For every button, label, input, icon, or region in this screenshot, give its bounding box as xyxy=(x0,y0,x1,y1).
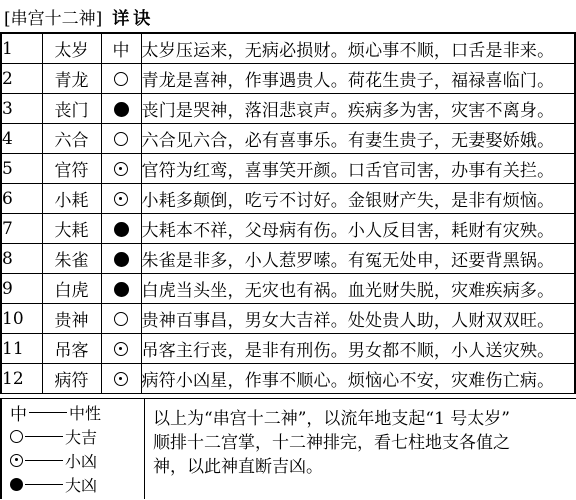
open-circle-icon xyxy=(10,430,23,443)
table-row xyxy=(1,214,575,244)
verse-text: 青龙是喜神，作事遇贵人。荷花生贵子，福禄喜临门。 xyxy=(141,64,575,94)
dotted-circle-icon xyxy=(114,372,128,386)
filled-circle-icon xyxy=(114,102,129,117)
legend-row-neutral xyxy=(10,401,101,423)
explanation-note xyxy=(153,407,568,479)
row-number: 6 xyxy=(1,184,42,214)
verse-text: 丧门是哭神，落泪悲哀声。疾病多为害，灾害不离身。 xyxy=(141,94,575,124)
dotted-circle-icon xyxy=(114,342,128,356)
spirit-name: 病符 xyxy=(42,364,101,394)
spirit-name: 吊客 xyxy=(42,334,101,364)
row-number: 1 xyxy=(1,34,42,64)
spirits-table-body xyxy=(1,34,575,394)
legend-label-minor-ill: 小凶 xyxy=(65,451,98,471)
neutral-mark: 中 xyxy=(10,404,27,425)
filled-circle-icon xyxy=(10,478,23,491)
spirit-name: 朱雀 xyxy=(42,244,101,274)
open-circle-icon xyxy=(114,72,128,86)
dotted-circle-icon xyxy=(114,192,128,206)
dotted-circle-icon xyxy=(10,454,23,467)
spirit-name: 太岁 xyxy=(42,34,101,64)
spirit-name: 大耗 xyxy=(42,214,101,244)
omen-symbol-cell xyxy=(101,124,141,154)
omen-symbol-cell xyxy=(101,304,141,334)
dotted-circle-icon xyxy=(114,162,128,176)
row-number: 5 xyxy=(1,154,42,184)
verse-text: 六合见六合，必有喜事乐。有妻生贵子，无妻娶娇娥。 xyxy=(141,124,575,154)
omen-symbol-cell xyxy=(101,274,141,304)
legend xyxy=(0,399,145,499)
verse-text: 大耗本不祥，父母病有伤。小人反目害，耗财有灾殃。 xyxy=(141,214,575,244)
spirit-name: 青龙 xyxy=(42,64,101,94)
verse-text: 病符小凶星，作事不顺心。烦恼心不安，灾难伤亡病。 xyxy=(141,364,575,394)
omen-symbol-cell xyxy=(101,334,141,364)
spirit-name: 丧门 xyxy=(42,94,101,124)
row-number: 2 xyxy=(1,64,42,94)
omen-symbol-cell xyxy=(101,154,141,184)
verse-text: 太岁压运来，无病必损财。烦心事不顺，口舌是非来。 xyxy=(141,34,575,64)
row-number: 11 xyxy=(1,334,42,364)
legend-row-minor-ill xyxy=(10,449,97,471)
table-row xyxy=(1,184,575,214)
legend-dash xyxy=(25,460,63,461)
open-circle-icon xyxy=(114,312,128,326)
table-row xyxy=(1,364,575,394)
table-row xyxy=(1,154,575,184)
row-number: 4 xyxy=(1,124,42,154)
verse-text: 官符为红鸾，喜事笑开颜。口舌官司害，办事有关拦。 xyxy=(141,154,575,184)
spirit-name: 六合 xyxy=(42,124,101,154)
title-bar xyxy=(0,0,576,33)
row-number: 7 xyxy=(1,214,42,244)
spirit-name: 贵神 xyxy=(42,304,101,334)
spirit-name: 官符 xyxy=(42,154,101,184)
verse-text: 朱雀是非多，小人惹罗嗦。有冤无处申，还要背黑锅。 xyxy=(141,244,575,274)
table-row xyxy=(1,304,575,334)
table-row xyxy=(1,64,575,94)
title-detail: 详诀 xyxy=(112,8,155,29)
spirit-name: 白虎 xyxy=(42,274,101,304)
note-line-3: 神，以此神直断吉凶。 xyxy=(153,457,323,477)
table-row xyxy=(1,94,575,124)
verse-text: 白虎当头坐，无灾也有祸。血光财失脱，灾难疾病多。 xyxy=(141,274,575,304)
legend-label-great-luck: 大吉 xyxy=(65,427,98,447)
row-number: 10 xyxy=(1,304,42,334)
verse-text: 小耗多颠倒，吃亏不讨好。金银财产失，是非有烦恼。 xyxy=(141,184,575,214)
open-circle-icon xyxy=(114,132,128,146)
verse-text: 吊客主行丧，是非有刑伤。男女都不顺，小人送灾殃。 xyxy=(141,334,575,364)
legend-block xyxy=(0,398,576,500)
legend-label-neutral: 中性 xyxy=(69,403,102,423)
row-number: 9 xyxy=(1,274,42,304)
legend-row-great-ill xyxy=(10,473,97,495)
legend-label-great-ill: 大凶 xyxy=(65,475,98,495)
omen-symbol-cell xyxy=(101,214,141,244)
omen-symbol-cell xyxy=(101,184,141,214)
note-line-2: 顺排十二宫掌，十二神排完，看七柱地支各值之 xyxy=(153,433,510,453)
verse-text: 贵神百事昌，男女大吉祥。处处贵人助，人财双双旺。 xyxy=(141,304,575,334)
note-line-1: 以上为“串宫十二神”，以流年地支起“1 号太岁” xyxy=(153,409,510,429)
omen-symbol-cell xyxy=(101,244,141,274)
table-row xyxy=(1,334,575,364)
filled-circle-icon xyxy=(114,282,129,297)
spirits-table xyxy=(0,33,576,394)
row-number: 3 xyxy=(1,94,42,124)
row-number: 12 xyxy=(1,364,42,394)
omen-symbol-cell xyxy=(101,94,141,124)
table-row xyxy=(1,244,575,274)
filled-circle-icon xyxy=(114,222,129,237)
filled-circle-icon xyxy=(114,252,129,267)
omen-symbol-cell xyxy=(101,364,141,394)
table-row xyxy=(1,34,575,64)
table-row xyxy=(1,124,575,154)
title-label: [串宫十二神] xyxy=(4,8,103,29)
table-row xyxy=(1,274,575,304)
neutral-mark: 中 xyxy=(112,41,130,61)
row-number: 8 xyxy=(1,244,42,274)
omen-symbol-cell xyxy=(101,34,141,64)
legend-dash xyxy=(25,484,63,485)
spirit-name: 小耗 xyxy=(42,184,101,214)
legend-dash xyxy=(29,412,67,413)
omen-symbol-cell xyxy=(101,64,141,94)
legend-dash xyxy=(25,436,63,437)
legend-row-great-luck xyxy=(10,425,97,447)
